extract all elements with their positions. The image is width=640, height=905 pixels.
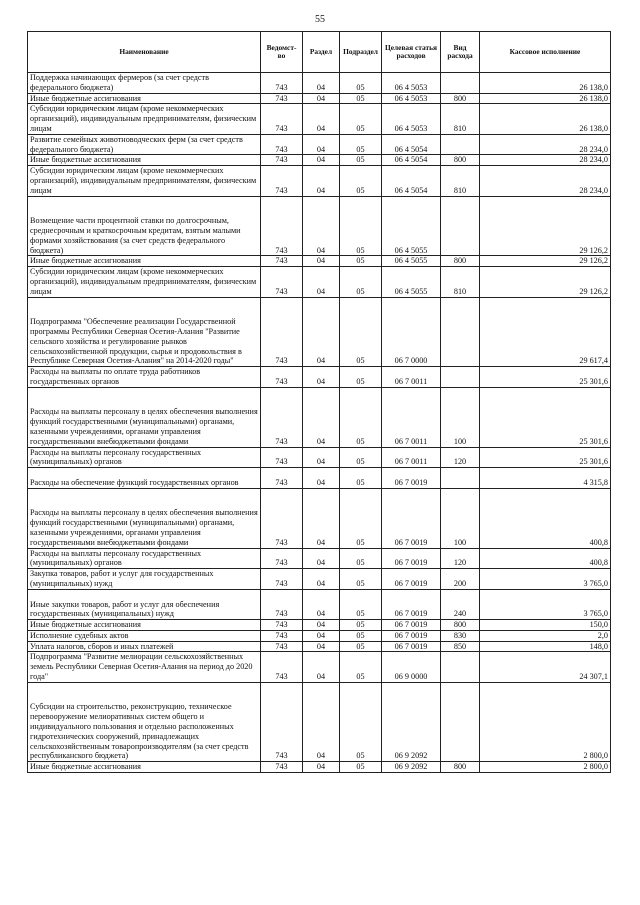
cell-vid: 810	[441, 267, 480, 297]
cell-name: Расходы на обеспечение функций государственных органов	[28, 468, 261, 489]
cell-name: Исполнение судебных актов	[28, 630, 261, 641]
cell-podrazdel: 05	[340, 166, 382, 196]
cell-name: Поддержка начинающих фермеров (за счет средств федерального бюджета)	[28, 73, 261, 94]
table-row	[28, 267, 611, 297]
cell-razdel: 04	[303, 488, 340, 548]
cell-razdel: 04	[303, 93, 340, 104]
cell-name: Закупка товаров, работ и услуг для государственных (муниципальных) нужд	[28, 569, 261, 590]
cell-podrazdel: 05	[340, 641, 382, 652]
cell-celevaya: 06 4 5053	[382, 104, 441, 134]
cell-ved: 743	[261, 589, 303, 619]
cell-kassa: 2 800,0	[480, 682, 611, 761]
cell-razdel: 04	[303, 548, 340, 569]
cell-celevaya: 06 7 0019	[382, 620, 441, 631]
cell-kassa: 2,0	[480, 630, 611, 641]
cell-celevaya: 06 4 5054	[382, 155, 441, 166]
cell-podrazdel: 05	[340, 569, 382, 590]
cell-ved: 743	[261, 548, 303, 569]
table-row	[28, 682, 611, 761]
cell-ved: 743	[261, 267, 303, 297]
cell-ved: 743	[261, 762, 303, 773]
table-header-row	[28, 32, 611, 73]
cell-kassa: 25 301,6	[480, 447, 611, 468]
cell-razdel: 04	[303, 196, 340, 256]
cell-vid: 120	[441, 548, 480, 569]
cell-name: Субсидии юридическим лицам (кроме некоммерческих организаций), индивидуальным предпринимателям, физическим лицам	[28, 166, 261, 196]
cell-razdel: 04	[303, 267, 340, 297]
table-row	[28, 196, 611, 256]
cell-razdel: 04	[303, 620, 340, 631]
cell-vid: 240	[441, 589, 480, 619]
cell-podrazdel: 05	[340, 104, 382, 134]
cell-vid: 800	[441, 93, 480, 104]
cell-vid	[441, 367, 480, 388]
cell-vid	[441, 73, 480, 94]
table-row	[28, 447, 611, 468]
cell-razdel: 04	[303, 641, 340, 652]
cell-name: Иные бюджетные ассигнования	[28, 155, 261, 166]
cell-razdel: 04	[303, 134, 340, 155]
table-row	[28, 134, 611, 155]
cell-podrazdel: 05	[340, 73, 382, 94]
header-name: Наименование	[28, 32, 261, 73]
table-row	[28, 620, 611, 631]
cell-ved: 743	[261, 652, 303, 682]
cell-kassa: 26 138,0	[480, 104, 611, 134]
cell-razdel: 04	[303, 652, 340, 682]
cell-razdel: 04	[303, 297, 340, 367]
cell-name: Расходы на выплаты персоналу в целях обеспечения выполнения функций государственными (муниципальными) органами, казенными учреждениями, органами управления государственными внебюджетными фондами	[28, 488, 261, 548]
cell-kassa: 29 126,2	[480, 196, 611, 256]
cell-celevaya: 06 7 0019	[382, 569, 441, 590]
cell-vid: 850	[441, 641, 480, 652]
table-row	[28, 93, 611, 104]
cell-celevaya: 06 7 0011	[382, 387, 441, 447]
cell-podrazdel: 05	[340, 267, 382, 297]
cell-podrazdel: 05	[340, 196, 382, 256]
cell-razdel: 04	[303, 589, 340, 619]
cell-kassa: 2 800,0	[480, 762, 611, 773]
cell-ved: 743	[261, 387, 303, 447]
cell-vid	[441, 196, 480, 256]
table-row	[28, 468, 611, 489]
table-row	[28, 630, 611, 641]
cell-ved: 743	[261, 297, 303, 367]
cell-celevaya: 06 9 2092	[382, 682, 441, 761]
cell-name: Иные бюджетные ассигнования	[28, 93, 261, 104]
cell-vid	[441, 297, 480, 367]
table-row	[28, 367, 611, 388]
table-row	[28, 762, 611, 773]
cell-razdel: 04	[303, 569, 340, 590]
cell-podrazdel: 05	[340, 652, 382, 682]
cell-vid: 800	[441, 256, 480, 267]
cell-podrazdel: 05	[340, 762, 382, 773]
cell-kassa: 28 234,0	[480, 134, 611, 155]
cell-celevaya: 06 9 0000	[382, 652, 441, 682]
cell-kassa: 29 617,4	[480, 297, 611, 367]
cell-celevaya: 06 4 5055	[382, 256, 441, 267]
cell-podrazdel: 05	[340, 488, 382, 548]
cell-ved: 743	[261, 256, 303, 267]
cell-podrazdel: 05	[340, 548, 382, 569]
cell-name: Субсидии юридическим лицам (кроме некоммерческих организаций), индивидуальным предпринимателям, физическим лицам	[28, 104, 261, 134]
table-row	[28, 641, 611, 652]
cell-razdel: 04	[303, 630, 340, 641]
cell-celevaya: 06 7 0000	[382, 297, 441, 367]
cell-podrazdel: 05	[340, 297, 382, 367]
cell-razdel: 04	[303, 166, 340, 196]
cell-celevaya: 06 7 0019	[382, 548, 441, 569]
cell-name: Иные закупки товаров, работ и услуг для обеспечения государственных (муниципальных) нужд	[28, 589, 261, 619]
cell-vid: 810	[441, 166, 480, 196]
table-row	[28, 569, 611, 590]
table-row	[28, 166, 611, 196]
cell-kassa: 24 307,1	[480, 652, 611, 682]
cell-celevaya: 06 7 0011	[382, 367, 441, 388]
cell-celevaya: 06 7 0011	[382, 447, 441, 468]
table-row	[28, 155, 611, 166]
cell-razdel: 04	[303, 387, 340, 447]
cell-razdel: 04	[303, 762, 340, 773]
cell-podrazdel: 05	[340, 134, 382, 155]
cell-ved: 743	[261, 630, 303, 641]
cell-kassa: 29 126,2	[480, 267, 611, 297]
cell-vid: 810	[441, 104, 480, 134]
cell-kassa: 148,0	[480, 641, 611, 652]
cell-vid: 100	[441, 387, 480, 447]
cell-name: Иные бюджетные ассигнования	[28, 620, 261, 631]
table-row	[28, 104, 611, 134]
cell-razdel: 04	[303, 682, 340, 761]
cell-vid	[441, 468, 480, 489]
table-row	[28, 589, 611, 619]
cell-razdel: 04	[303, 447, 340, 468]
cell-celevaya: 06 4 5054	[382, 134, 441, 155]
cell-ved: 743	[261, 447, 303, 468]
cell-name: Иные бюджетные ассигнования	[28, 256, 261, 267]
cell-ved: 743	[261, 569, 303, 590]
cell-kassa: 400,8	[480, 548, 611, 569]
cell-podrazdel: 05	[340, 620, 382, 631]
cell-celevaya: 06 4 5053	[382, 73, 441, 94]
cell-podrazdel: 05	[340, 367, 382, 388]
cell-name: Подпрограмма "Развитие мелиорации сельскохозяйственных земель Республики Северная Осетия-Алания на период до 2020 года"	[28, 652, 261, 682]
cell-ved: 743	[261, 620, 303, 631]
cell-ved: 743	[261, 367, 303, 388]
cell-kassa: 28 234,0	[480, 166, 611, 196]
cell-vid: 830	[441, 630, 480, 641]
table-row	[28, 652, 611, 682]
cell-vid: 100	[441, 488, 480, 548]
cell-razdel: 04	[303, 256, 340, 267]
cell-podrazdel: 05	[340, 387, 382, 447]
cell-name: Расходы на выплаты персоналу государственных (муниципальных) органов	[28, 548, 261, 569]
cell-name: Расходы на выплаты по оплате труда работников государственных органов	[28, 367, 261, 388]
cell-ved: 743	[261, 488, 303, 548]
cell-podrazdel: 05	[340, 589, 382, 619]
cell-ved: 743	[261, 93, 303, 104]
cell-vid: 800	[441, 155, 480, 166]
cell-podrazdel: 05	[340, 155, 382, 166]
header-vid: Вид расхода	[441, 32, 480, 73]
cell-kassa: 26 138,0	[480, 93, 611, 104]
cell-celevaya: 06 7 0019	[382, 468, 441, 489]
cell-podrazdel: 05	[340, 93, 382, 104]
cell-ved: 743	[261, 104, 303, 134]
cell-vid	[441, 134, 480, 155]
header-ved: Ведомст-во	[261, 32, 303, 73]
cell-kassa: 400,8	[480, 488, 611, 548]
cell-name: Субсидии на строительство, реконструкцию, техническое перевооружение мелиоративных систем общего и индивидуального пользования и отдельно расположенных гидротехнических сооружений, принадлежащих сельскохозяйственным товаропроизводителям (за счет средств республиканского бюджета)	[28, 682, 261, 761]
cell-celevaya: 06 9 2092	[382, 762, 441, 773]
cell-celevaya: 06 7 0019	[382, 589, 441, 619]
cell-vid: 800	[441, 762, 480, 773]
cell-ved: 743	[261, 641, 303, 652]
cell-ved: 743	[261, 155, 303, 166]
cell-vid: 800	[441, 620, 480, 631]
cell-vid: 200	[441, 569, 480, 590]
cell-razdel: 04	[303, 104, 340, 134]
cell-kassa: 28 234,0	[480, 155, 611, 166]
cell-name: Возмещение части процентной ставки по долгосрочным, среднесрочным и краткосрочным кредитам, взятым малыми формами хозяйствования (за счет средств федерального бюджета)	[28, 196, 261, 256]
cell-name: Подпрограмма "Обеспечение реализации Государственной программы Республики Северная Осетия-Алания "Развитие сельского хозяйства и регулирование рынков сельскохозяйственной продукции, сырья и продовольствия в Республике Северная Осетия-Алания" на 2014-2020 годы"	[28, 297, 261, 367]
cell-podrazdel: 05	[340, 256, 382, 267]
cell-kassa: 3 765,0	[480, 589, 611, 619]
cell-celevaya: 06 4 5054	[382, 166, 441, 196]
cell-ved: 743	[261, 134, 303, 155]
table-body	[28, 73, 611, 773]
header-podrazdel: Подраздел	[340, 32, 382, 73]
cell-razdel: 04	[303, 73, 340, 94]
cell-name: Иные бюджетные ассигнования	[28, 762, 261, 773]
header-kassa: Кассовое исполнение	[480, 32, 611, 73]
table-row	[28, 73, 611, 94]
cell-celevaya: 06 7 0019	[382, 641, 441, 652]
cell-kassa: 26 138,0	[480, 73, 611, 94]
cell-kassa: 29 126,2	[480, 256, 611, 267]
cell-name: Развитие семейных животноводческих ферм (за счет средств федерального бюджета)	[28, 134, 261, 155]
cell-kassa: 25 301,6	[480, 387, 611, 447]
table-row	[28, 297, 611, 367]
cell-kassa: 4 315,8	[480, 468, 611, 489]
header-razdel: Раздел	[303, 32, 340, 73]
table-row	[28, 548, 611, 569]
cell-podrazdel: 05	[340, 630, 382, 641]
cell-celevaya: 06 4 5055	[382, 196, 441, 256]
cell-name: Уплата налогов, сборов и иных платежей	[28, 641, 261, 652]
cell-podrazdel: 05	[340, 447, 382, 468]
header-celevaya: Целевая статья расходов	[382, 32, 441, 73]
cell-ved: 743	[261, 196, 303, 256]
cell-podrazdel: 05	[340, 468, 382, 489]
page-number: 55	[315, 14, 325, 25]
cell-vid	[441, 652, 480, 682]
cell-kassa: 3 765,0	[480, 569, 611, 590]
cell-podrazdel: 05	[340, 682, 382, 761]
cell-name: Расходы на выплаты персоналу государственных (муниципальных) органов	[28, 447, 261, 468]
cell-celevaya: 06 7 0019	[382, 488, 441, 548]
table-row	[28, 256, 611, 267]
cell-celevaya: 06 7 0019	[382, 630, 441, 641]
cell-celevaya: 06 4 5053	[382, 93, 441, 104]
cell-celevaya: 06 4 5055	[382, 267, 441, 297]
budget-execution-table	[27, 31, 611, 773]
cell-vid	[441, 682, 480, 761]
cell-ved: 743	[261, 73, 303, 94]
table-row	[28, 387, 611, 447]
cell-razdel: 04	[303, 468, 340, 489]
cell-ved: 743	[261, 166, 303, 196]
cell-razdel: 04	[303, 155, 340, 166]
cell-kassa: 150,0	[480, 620, 611, 631]
cell-name: Субсидии юридическим лицам (кроме некоммерческих организаций), индивидуальным предпринимателям, физическим лицам	[28, 267, 261, 297]
cell-ved: 743	[261, 468, 303, 489]
cell-vid: 120	[441, 447, 480, 468]
cell-name: Расходы на выплаты персоналу в целях обеспечения выполнения функций государственными (муниципальными) органами, казенными учреждениями, органами управления государственными внебюджетными фондами	[28, 387, 261, 447]
cell-razdel: 04	[303, 367, 340, 388]
cell-kassa: 25 301,6	[480, 367, 611, 388]
cell-ved: 743	[261, 682, 303, 761]
table-row	[28, 488, 611, 548]
